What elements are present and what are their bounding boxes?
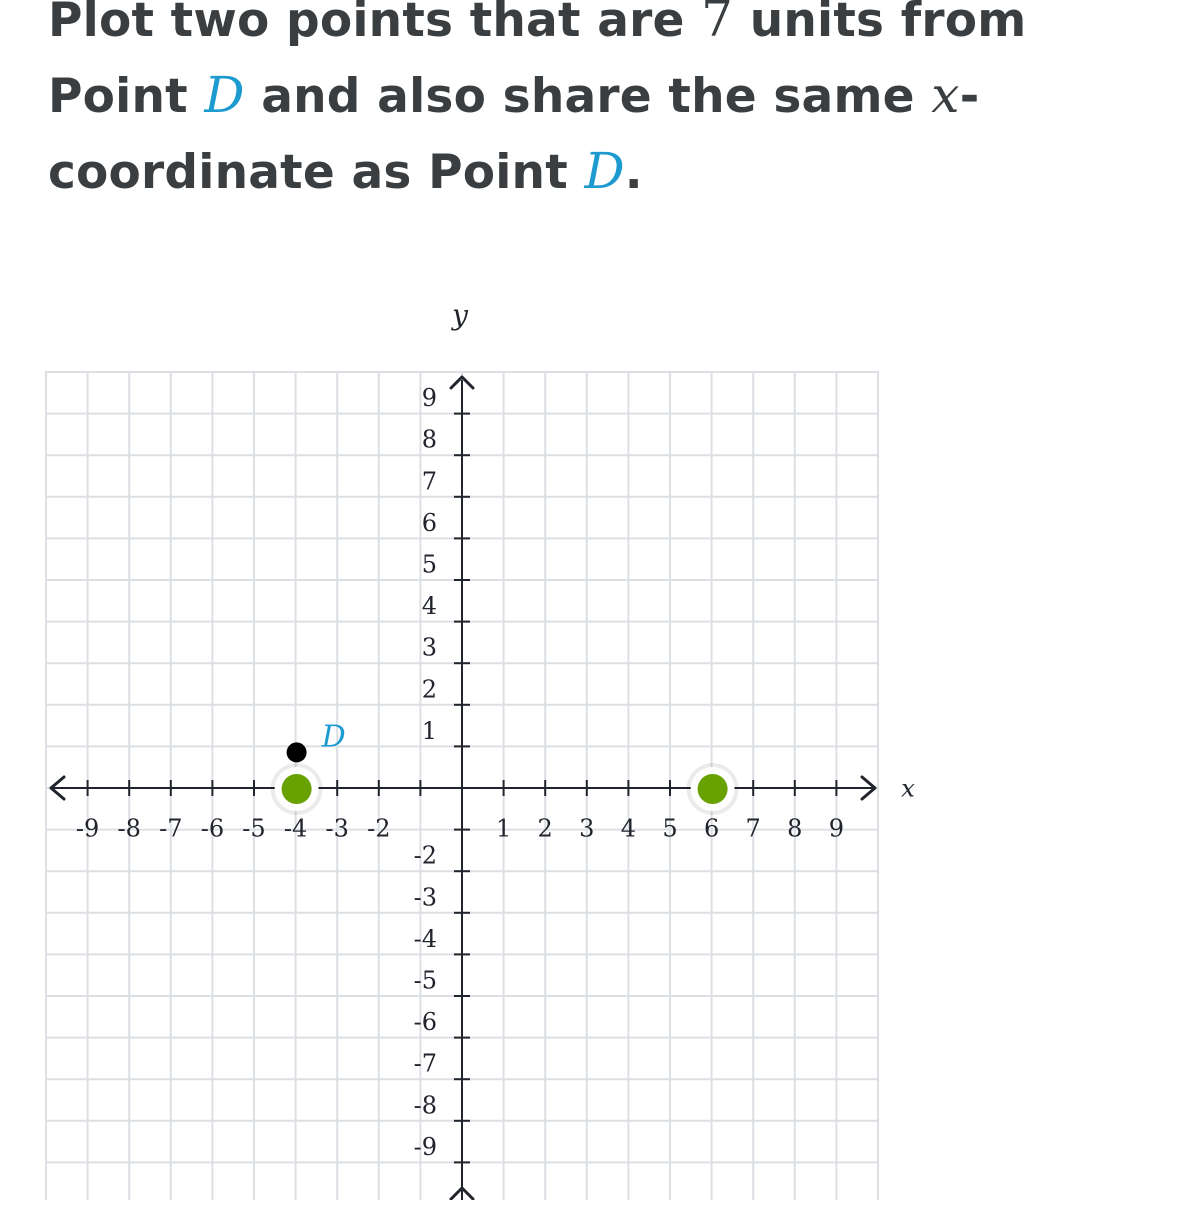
y-tick-label: -5 xyxy=(413,966,437,995)
x-tick-label: 2 xyxy=(537,814,553,843)
plotted-point[interactable] xyxy=(687,763,739,815)
point-label-d-second: D xyxy=(584,142,625,200)
tick-labels xyxy=(76,299,915,1161)
y-tick-label: -2 xyxy=(413,841,437,870)
y-tick-label: 8 xyxy=(421,425,437,454)
y-tick-label: -9 xyxy=(413,1132,437,1161)
point-d-label: D xyxy=(321,719,346,755)
x-tick-label: -7 xyxy=(159,814,183,843)
x-tick-label: 7 xyxy=(745,814,761,843)
x-tick-label: 8 xyxy=(787,814,803,843)
plotted-point-dot[interactable] xyxy=(698,774,728,804)
y-tick-label: 7 xyxy=(421,467,437,496)
x-tick-label: -8 xyxy=(117,814,141,843)
y-tick-label: -7 xyxy=(413,1049,437,1078)
question-part-3: and also share the same xyxy=(244,69,932,124)
x-axis-label: x xyxy=(901,774,915,803)
x-tick-label: -5 xyxy=(242,814,266,843)
distance-value: 7 xyxy=(701,0,734,48)
y-tick-label: 6 xyxy=(421,508,437,537)
x-tick-label: 3 xyxy=(579,814,595,843)
y-tick-label: 1 xyxy=(421,716,437,745)
y-axis-label: y xyxy=(452,298,468,332)
plotted-point-dot[interactable] xyxy=(282,774,312,804)
y-tick-label: -3 xyxy=(413,883,437,912)
x-tick-label: -2 xyxy=(367,814,391,843)
x-tick-label: 5 xyxy=(662,814,678,843)
y-tick-label: 5 xyxy=(421,550,437,579)
y-tick-label: 4 xyxy=(421,592,437,621)
x-tick-label: 9 xyxy=(828,814,845,843)
x-tick-label: -6 xyxy=(200,814,225,843)
question-part-1: Plot two points that are xyxy=(48,0,702,48)
y-tick-label: -8 xyxy=(413,1091,437,1120)
y-tick-label: 9 xyxy=(421,384,437,413)
axes xyxy=(51,377,875,1200)
x-tick-label: 4 xyxy=(620,814,637,843)
x-tick-label: -4 xyxy=(283,814,308,843)
question-part-2: units from Point xyxy=(48,0,1027,124)
y-tick-label: 2 xyxy=(421,675,437,704)
point-d xyxy=(287,742,307,762)
question-part-4: -coordinate as Point xyxy=(48,69,980,200)
x-tick-label: -3 xyxy=(325,814,349,843)
variable-x: x xyxy=(931,66,960,124)
y-tick-label: 3 xyxy=(421,633,437,662)
y-tick-label: -4 xyxy=(413,924,437,953)
x-tick-label: 1 xyxy=(495,814,512,843)
question-part-5: . xyxy=(624,145,643,200)
x-tick-label: 6 xyxy=(703,814,720,843)
plotted-point[interactable] xyxy=(271,763,323,815)
y-tick-label: -6 xyxy=(413,1008,437,1037)
point-label-d: D xyxy=(204,66,245,124)
x-tick-label: -9 xyxy=(75,814,100,843)
